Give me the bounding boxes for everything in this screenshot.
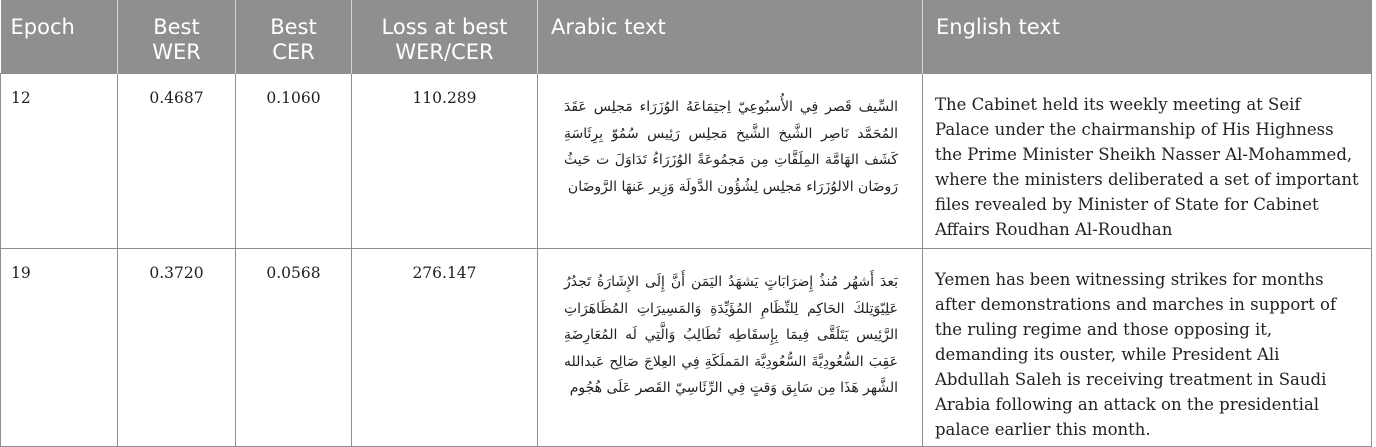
cell-best-wer: 0.4687	[118, 74, 236, 249]
cell-arabic-text: بَعدَ أَشهُر مُنذُ إِضرَابَاتٍ يَشهَدُ اليَمَن أَنَّ إِلَى الإِشَارَةُ تَجدُرُ عَلِيّوَتِلكَ الحَاكِم لِلنِّظَامِ المُؤَيِّدَةِ وَالمَسِيرَاتِ المُظَاهَرَاتِ الرَّئِيس يَتَلَقَّى فِيمَا بِإِسقَاطِه تُطَالِبُ وَالَّتِي لَه المُعَارِضَةِ عَقِبَ السُّعُودِيَّةَ السُّعُودِيَّة المَملَكَةِ فِي العِلاجَ صَالِح عَبدالله الشَّهر هَذَا مِن سَابِق وَقتٍ فِي الرِّئَاسِيّ القَصر عَلَى هُجُوم	[538, 249, 923, 447]
cell-arabic-text: السِّيف قَصر فِي الأُسبُوعِيّ اِجتِمَاعَهُ الوُزَرَاء مَجلِس عَقَدَ المُحَمَّد نَاصِر الشَّيخ الشَّيخ مَجلِس رَئِيس سُمُوّ بِرِئَاسَةِ كَشَف الهَامَّة المِلَفَّاتِ مِن مَجمُوعَةً الوُزَرَاءُ تَدَاوَلَ ت حَيثُ رَوضَان الالوُزَرَاء مَجلِس لِشُؤُون الدَّولَة وَزِير عَنهَا الرَّوضَان	[538, 74, 923, 249]
header-loss: Loss at best WER/CER	[352, 0, 538, 74]
header-best-wer: Best WER	[118, 0, 236, 74]
cell-english-text: Yemen has been witnessing strikes for months after demonstrations and marches in support of the ruling regime and those opposing it, demanding its ouster, while President Ali Abdullah Saleh is receiving treatment in Saudi Arabia following an attack on the presidential palace earlier this month.	[923, 249, 1372, 447]
header-epoch: Epoch	[1, 0, 118, 74]
header-best-cer: Best CER	[236, 0, 352, 74]
header-row	[1, 0, 1372, 74]
cell-loss: 276.147	[352, 249, 538, 447]
cell-epoch: 19	[1, 249, 118, 447]
cell-best-cer: 0.1060	[236, 74, 352, 249]
table-row	[1, 74, 1372, 249]
cell-epoch: 12	[1, 74, 118, 249]
cell-best-wer: 0.3720	[118, 249, 236, 447]
cell-best-cer: 0.0568	[236, 249, 352, 447]
cell-loss: 110.289	[352, 74, 538, 249]
cell-english-text: The Cabinet held its weekly meeting at Seif Palace under the chairmanship of His Highness the Prime Minister Sheikh Nasser Al-Mohammed, where the ministers deliberated a set of important files revealed by Minister of State for Cabinet Affairs Roudhan Al-Roudhan	[923, 74, 1372, 249]
header-arabic-text: Arabic text	[538, 0, 923, 74]
table-row	[1, 249, 1372, 447]
header-english-text: English text	[923, 0, 1372, 74]
